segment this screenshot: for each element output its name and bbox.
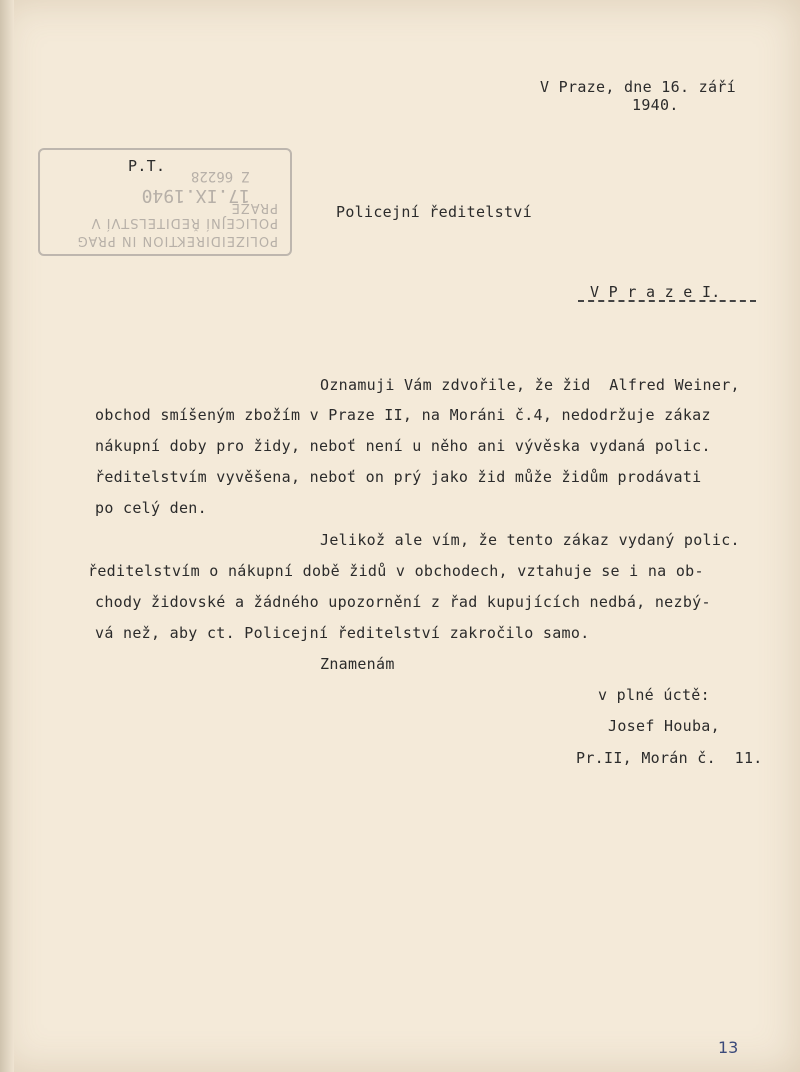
salutation: P.T. — [128, 157, 166, 175]
year: 1940. — [632, 96, 679, 114]
place-date: V Praze, dne 16. září — [540, 78, 736, 96]
closing-regards: v plné úctě: — [598, 686, 710, 704]
page-number: 13 — [718, 1038, 739, 1057]
body-line: Znamenám — [320, 655, 395, 673]
body-line: po celý den. — [95, 499, 207, 517]
body-line: obchod smíšeným zbožím v Praze II, na Moráni č.4, nedodržuje zákaz — [95, 406, 711, 424]
body-line: chody židovské a žádného upozornění z řad kupujících nedbá, nezbý- — [95, 593, 711, 611]
underline — [578, 300, 756, 302]
stamp-line-1: POLIZEIDIREKTION IN PRAG — [76, 233, 278, 248]
stamp-line-2: POLICEJNÍ ŘEDITELSTVÍ V PRAZE — [90, 200, 278, 230]
body-line: vá než, aby ct. Policejní ředitelství zakročilo samo. — [95, 624, 590, 642]
signature: Josef Houba, — [608, 717, 720, 735]
recipient-name: Policejní ředitelství — [336, 203, 532, 221]
stamp-date: 17.IX.1940 — [141, 185, 250, 206]
body-line: nákupní doby pro židy, neboť není u něho ani vývěska vydaná polic. — [95, 437, 711, 455]
body-line: Jelikož ale vím, že tento zákaz vydaný polic. — [320, 531, 740, 549]
body-line: ředitelstvím o nákupní době židů v obchodech, vztahuje se i na ob- — [88, 562, 704, 580]
paper-edge — [0, 0, 14, 1072]
sender-address: Pr.II, Morán č. 11. — [576, 749, 763, 767]
stamp-number: Z 66228 — [190, 168, 250, 184]
body-line: ředitelstvím vyvěšena, neboť on prý jako žid může židům prodávati — [95, 468, 702, 486]
body-line: Oznamuji Vám zdvořile, že žid Alfred Weiner, — [320, 376, 740, 394]
recipient-city: V P r a z e I. — [590, 283, 721, 301]
